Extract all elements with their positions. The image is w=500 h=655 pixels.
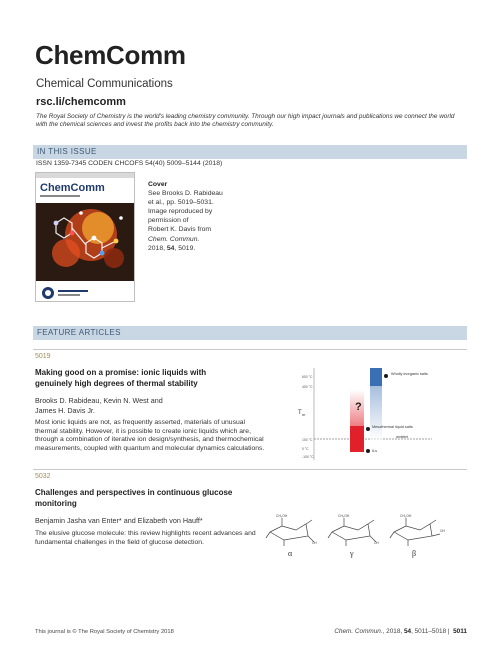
article-authors-line-1: Brooks D. Rabideau, Kevin N. West and bbox=[35, 396, 163, 405]
y-axis-subscript: m bbox=[302, 412, 306, 417]
article-abstract: Most ionic liquids are not, as frequently asserted, materials of unusual thermal stability. However, it is possible to create ionic liquids which are, through a combination of iterative ion design/synthesis, and thermochemical measurements, coupled with quantum and molecular dynamics calculations. bbox=[35, 419, 265, 453]
footer-pages: , 5011–5018 | bbox=[411, 628, 450, 635]
cover-caption-line-7 bbox=[148, 244, 248, 253]
section-heading-in-this-issue: IN THIS ISSUE bbox=[37, 147, 97, 156]
section-bar-feature-articles bbox=[33, 326, 467, 340]
article-authors: Benjamin Jasha van Enter* and Elizabeth von Hauff* bbox=[35, 516, 203, 525]
article-page-number: 5019 bbox=[35, 353, 51, 360]
cover-image[interactable] bbox=[35, 172, 135, 302]
mesothermal-marker bbox=[366, 427, 370, 431]
article-divider bbox=[33, 469, 467, 470]
cover-artwork bbox=[36, 173, 135, 302]
footer-page-number: 5011 bbox=[453, 628, 467, 635]
footer-volume: 54 bbox=[403, 628, 412, 635]
alpha-label: α bbox=[288, 549, 293, 558]
article-title-line-2: genuinely high degrees of thermal stability bbox=[35, 378, 198, 388]
cover-journal-ref: Chem. Commun. bbox=[148, 235, 200, 243]
section-bar-in-this-issue bbox=[33, 145, 467, 159]
article-page-number: 5032 bbox=[35, 473, 51, 480]
cover-caption-line-4: permission of bbox=[148, 217, 189, 225]
gamma-substituent: CH₂OH bbox=[338, 514, 350, 518]
article-title[interactable] bbox=[35, 488, 265, 509]
article-title-line-1: Making good on a promise: ionic liquids with bbox=[35, 368, 207, 377]
cover-caption-line-6 bbox=[148, 235, 248, 244]
article-title-line-1: Challenges and perspectives in continuous glucose bbox=[35, 488, 233, 497]
issue-info: ISSN 1359-7345 CODEN CHCOFS 54(40) 5009–5144 (2018) bbox=[36, 160, 223, 167]
journal-url-link[interactable]: rsc.li/chemcomm bbox=[36, 96, 126, 108]
journal-subtitle: Chemical Communications bbox=[36, 78, 173, 90]
article-title[interactable] bbox=[35, 368, 265, 389]
cover-title-text: ChemComm bbox=[40, 182, 105, 194]
gamma-label: γ bbox=[350, 549, 354, 558]
beta-substituent: CH₂OH bbox=[400, 514, 412, 518]
temp-label-0: 0 °C bbox=[302, 447, 309, 451]
cover-caption-line-3: Image reproduced by bbox=[148, 208, 213, 216]
footer-copyright: This journal is © The Royal Society of Chemistry 2018 bbox=[35, 629, 174, 635]
article-divider bbox=[33, 349, 467, 350]
alpha-substituent: CH₂OH bbox=[276, 514, 288, 518]
article-authors-line-2: James H. Davis Jr. bbox=[35, 405, 95, 415]
glucose-gamma bbox=[328, 518, 376, 546]
beta-hydroxyl: OH bbox=[440, 529, 445, 533]
cover-caption bbox=[148, 180, 248, 253]
cover-page: , 5019. bbox=[174, 244, 196, 252]
article-abstract: The elusive glucose molecule: this review highlights recent advances and fundamental challenges in the field of glucose detection. bbox=[35, 530, 256, 546]
glucose-beta bbox=[390, 518, 440, 546]
cover-label: Cover bbox=[148, 181, 168, 188]
temp-label-400: 400 °C bbox=[302, 385, 313, 389]
glucose-alpha bbox=[266, 518, 314, 546]
journal-title: ChemComm bbox=[35, 40, 186, 70]
section-heading-feature-articles: FEATURE ARTICLES bbox=[37, 328, 121, 337]
gamma-hydroxyl: OH bbox=[374, 541, 379, 545]
thermal-stability-figure bbox=[292, 362, 462, 470]
question-mark: ? bbox=[355, 401, 362, 413]
blue-range-bar bbox=[370, 368, 382, 386]
cover-caption-line-5: Robert K. Davis from bbox=[148, 226, 212, 234]
cover-caption-line-2: et al., pp. 5019–5031. bbox=[148, 199, 214, 207]
legend-wholly-inorganic: Wholly inorganic salts bbox=[391, 372, 428, 376]
glucose-anomers-figure bbox=[262, 510, 462, 558]
footer-citation bbox=[334, 628, 467, 635]
temp-label-600: 600 °C bbox=[302, 375, 313, 379]
legend-ils: ILs bbox=[372, 449, 378, 453]
cover-volume: 54 bbox=[166, 244, 175, 252]
ils-marker bbox=[366, 449, 370, 453]
article-title-line-2: monitoring bbox=[35, 498, 77, 508]
wholly-inorganic-marker bbox=[384, 374, 388, 378]
cover-caption-line-1: See Brooks D. Rabideau bbox=[148, 190, 223, 198]
beta-label: β bbox=[412, 549, 417, 558]
ils-bar bbox=[350, 426, 364, 450]
y-axis-symbol: T bbox=[298, 410, 302, 416]
ambient-label: ambient bbox=[396, 435, 409, 439]
temp-label-100: 100 °C bbox=[302, 438, 313, 442]
alpha-hydroxyl: OH bbox=[312, 541, 317, 545]
legend-mesothermal: Mesothermal liquid salts bbox=[372, 425, 413, 429]
article-authors bbox=[35, 396, 255, 415]
temp-label-minus-100: -100 °C bbox=[302, 455, 314, 459]
rsc-blurb: The Royal Society of Chemistry is the world's leading chemistry community. Through our high impact journals and publications we connect the world with the chemical sciences and invest the profits back into the chemistry community. bbox=[36, 113, 455, 129]
footer-cite: , 2018, bbox=[382, 628, 404, 635]
cover-year: 2018, bbox=[148, 244, 166, 252]
footer-journal: Chem. Commun. bbox=[334, 628, 383, 635]
